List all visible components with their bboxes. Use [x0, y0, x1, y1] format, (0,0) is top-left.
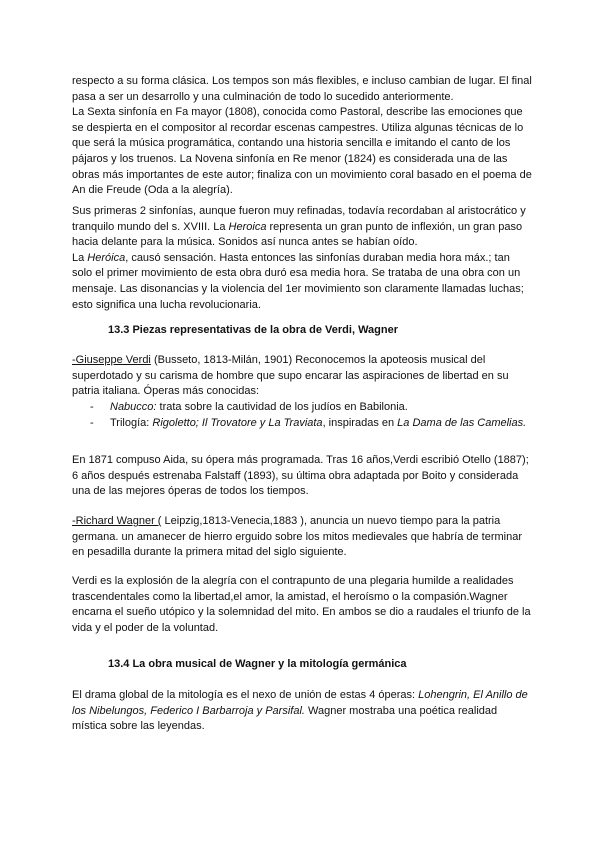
paragraph-mitologia: El drama global de la mitología es el nexo de unión de estas 4 óperas: Lohengrin, El Anillo de los Nibelungos, Federico I Barbarroja y Parsifal. Wagner mostraba una poética realidad mística sobre las leyendas. [72, 689, 528, 733]
verdi-name: -Giuseppe Verdi [72, 354, 151, 366]
paragraph-primeras-sinfonias: Sus primeras 2 sinfonías, aunque fueron muy refinadas, todavía recordaban al aristocrático y tranquilo mundo del s. XVIII. La Heroica representa un gran punto de inflexión, un gran paso hacia delante para la música. Sonidos así nunca antes se habían oído. [72, 205, 526, 249]
opera-list [90, 400, 530, 431]
section-heading-13-4: 13.4 La obra musical de Wagner y la mitología germánica [108, 658, 407, 670]
heroica-title-2: Heróica [87, 251, 126, 264]
paragraph-sexta-novena: La Sexta sinfonía en Fa mayor (1808), conocida como Pastoral, describe las emociones que se despierta en el compositor al recordar escenas campestres. Utiliza algunas técnicas de lo que será la música programática, contando una historia sencilla e imitando el canto de los pájaros y los truenos. La Novena sinfonía en Re menor (1824) es considerada una de las obras más importantes de este autor; finaliza con un movimiento coral basado en el poema de An die Freude (Oda a la alegría). [72, 106, 532, 197]
paragraph-verdi-wagner: Verdi es la explosión de la alegría con el contrapunto de una plegaria humilde a realidades trascendentales como la libertad,el amor, la amistad, el heroísmo o la compasión.Wagner encarna el sueño utópico y la solemnidad del mito. En ambos se dio a raudales el triunfo de la vida y el poder de la voluntad. [72, 575, 531, 634]
paragraph-heroica [72, 204, 532, 313]
heroica-title: Heroica [228, 220, 267, 233]
paragraph-aida-otello: En 1871 compuso Aida, su ópera más programada. Tras 16 años,Verdi escribió Otello (1887); 6 años después estrenaba Falstaff (1893), su última obra adaptada por Boito y considerada una de las mejores óperas de todos los tiempos. [72, 454, 529, 498]
paragraph-wagner: -Richard Wagner ( Leipzig,1813-Venecia,1883 ), anuncia un nuevo tiempo para la patria germana. un amanecer de hierro erguido sobre los mitos medievales que habría de terminar en pesadilla durante la primera mitad del siglo siguiente. [72, 515, 523, 559]
section-heading-13-3: 13.3 Piezas representativas de la obra de Verdi, Wagner [108, 324, 399, 336]
wagner-name: -Richard Wagner ( [72, 515, 162, 527]
paragraph-heroica-sensacion: La Heróica, causó sensación. Hasta entonces las sinfonías duraban media hora máx.; tan solo el primer movimiento de esta obra duró esa media hora. Se trataba de una obra con un mensaje. Las disonancias y la violencia del 1er movimiento son claramente llamadas luchas; esto significa una lucha revolucionaria. [72, 251, 524, 311]
paragraph-symphonies [72, 74, 532, 199]
opera-titles: Lohengrin, El Anillo de los Nibelungos, Federico I Barbarroja y Parsifal. [72, 689, 528, 717]
paragraph-line-forma-clasica: respecto a su forma clásica. Los tempos son más flexibles, e incluso cambian de lugar. El final pasa a ser un desarrollo y una culminación de todo lo sucedido anteriormente. [72, 75, 532, 103]
list-item-nabucco: - Nabucco: trata sobre la cautividad de los judíos en Babilonia. [90, 401, 408, 413]
list-item-trilogia: - Trilogía: Rigoletto; Il Trovatore y La Traviata, inspiradas en La Dama de las Camelias. [90, 416, 527, 429]
paragraph-verdi: -Giuseppe Verdi (Busseto, 1813-Milán, 1901) Reconocemos la apoteosis musical del superdotado y su carisma de hombre que supo encarar las aspiraciones de libertad en su patria italiana. Óperas más conocidas: [72, 354, 509, 398]
